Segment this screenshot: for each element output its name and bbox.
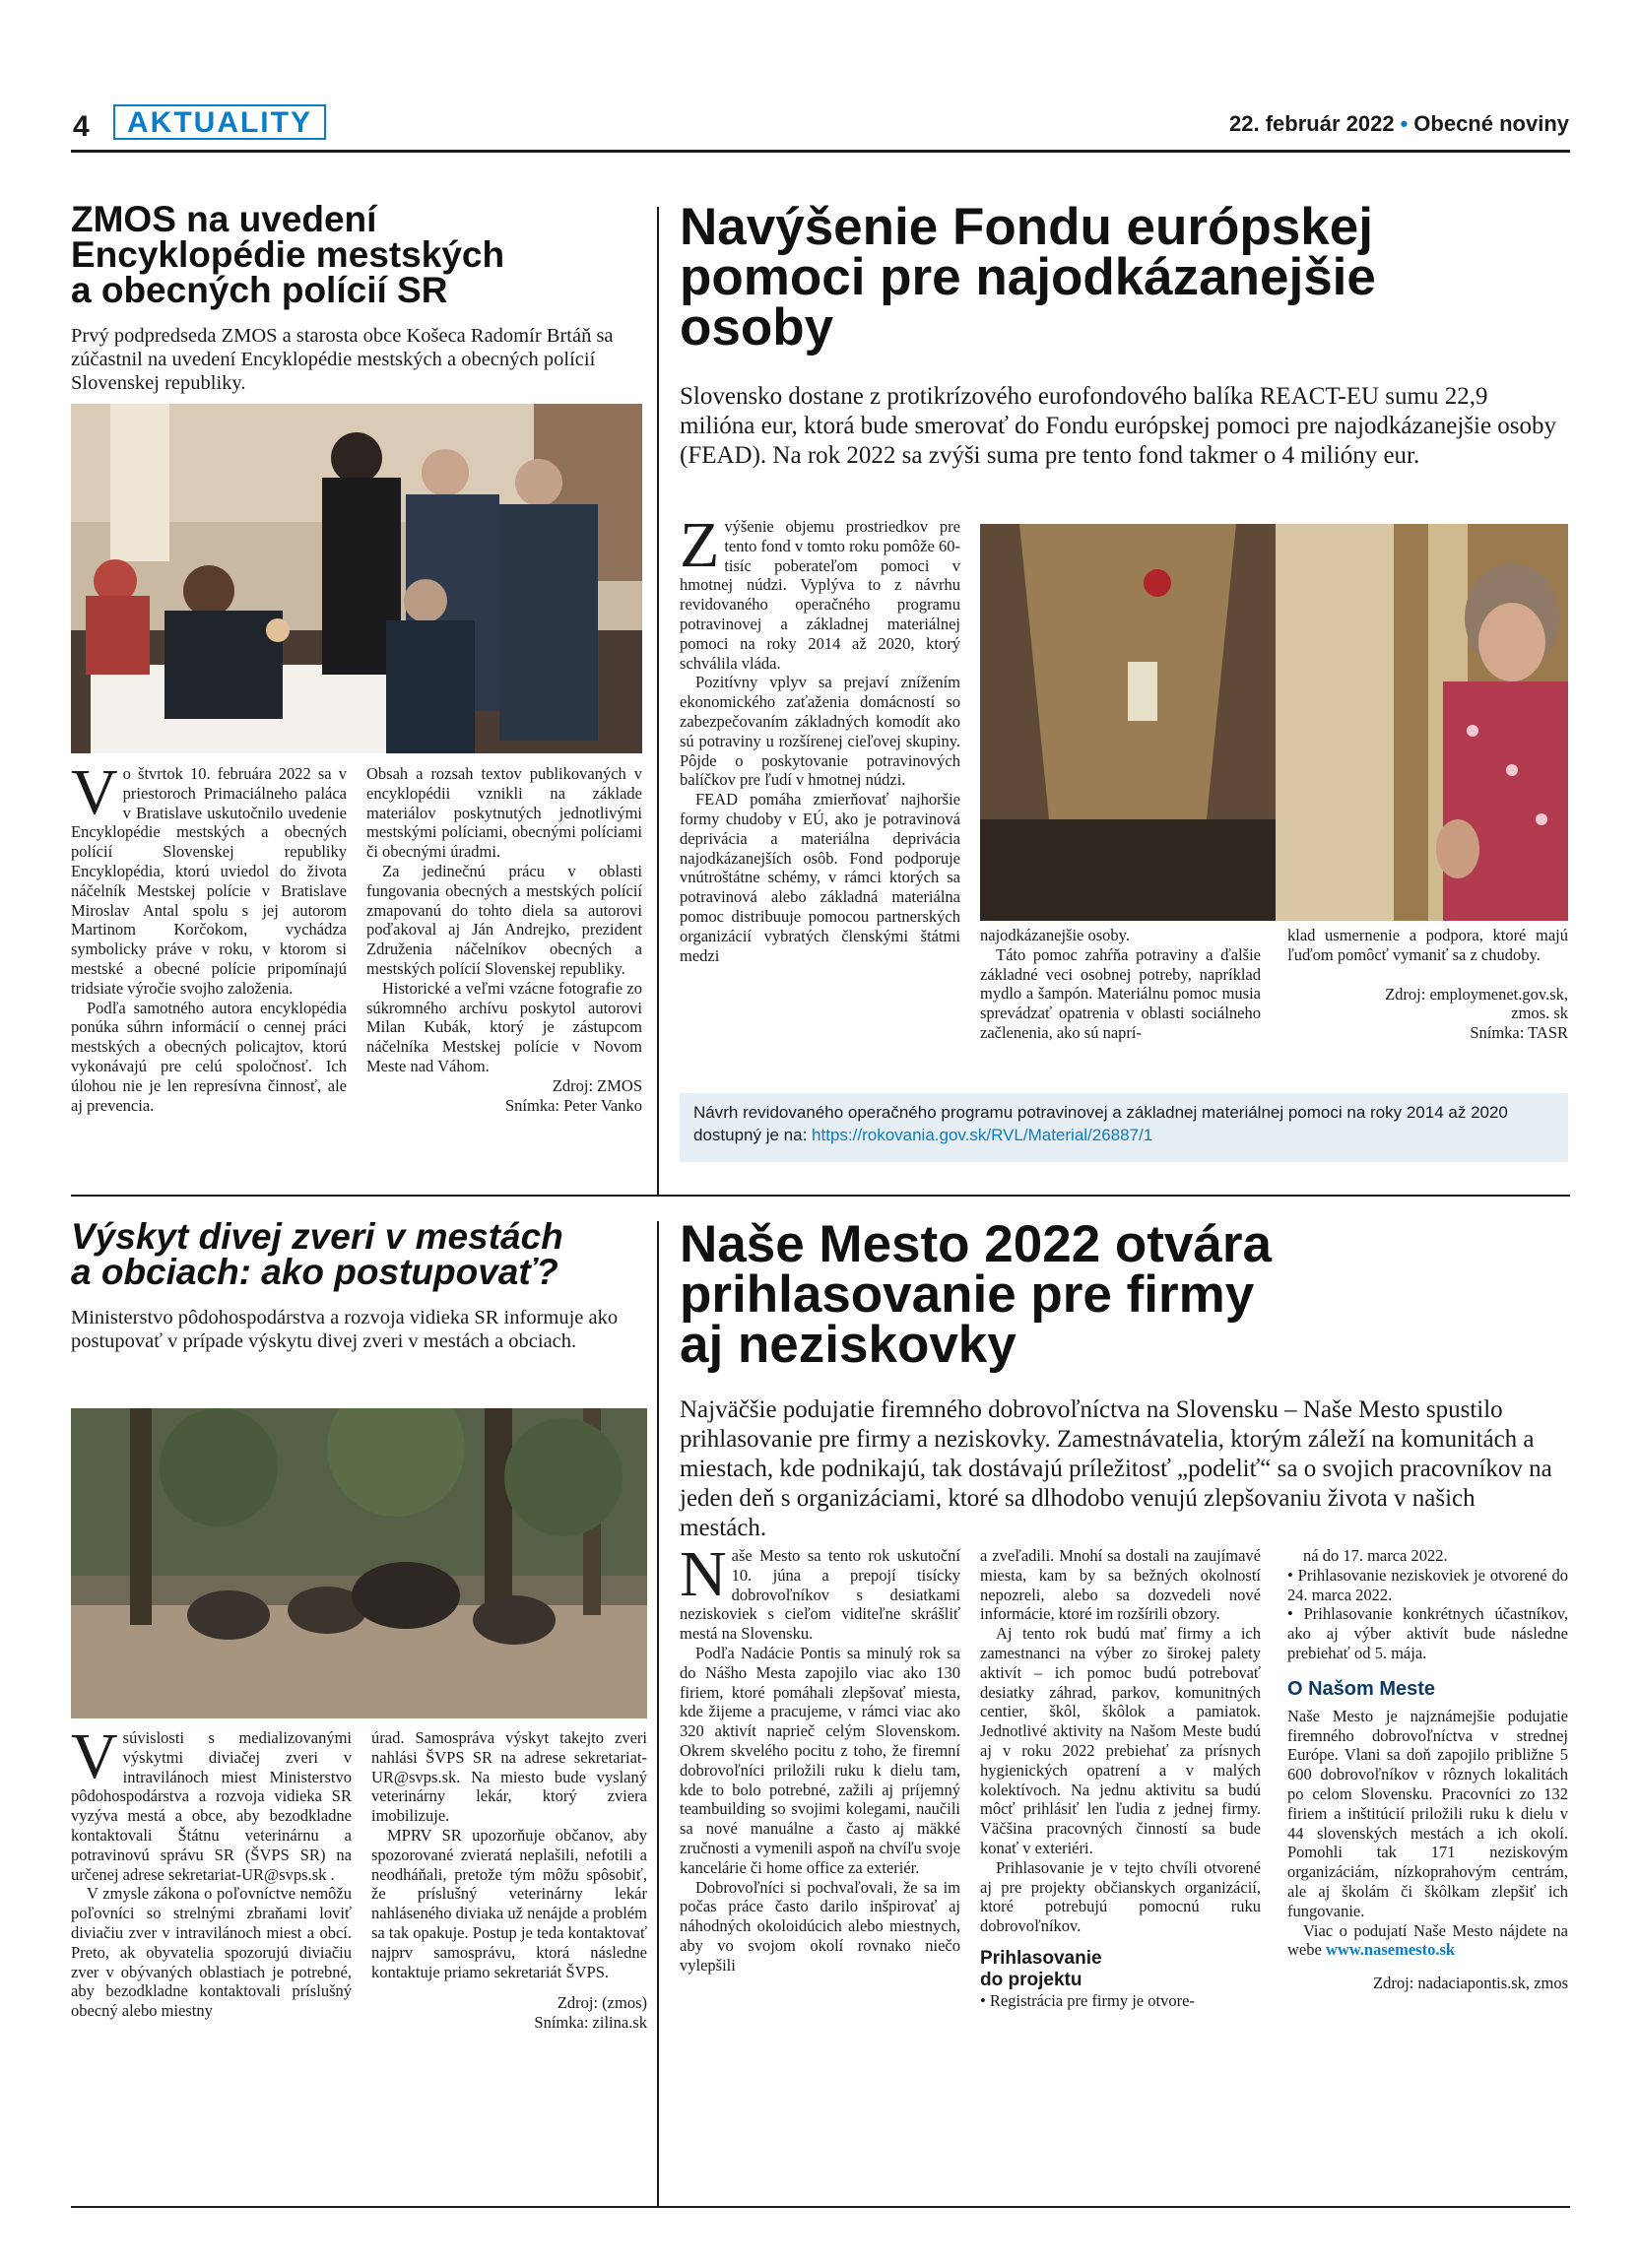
article-wildlife-title <box>71 1216 647 1292</box>
bullet-item: • Registrácia pre firmy je otvore- <box>980 1991 1261 2011</box>
source-credit: Zdroj: employmenet.gov.sk, <box>1385 984 1568 1004</box>
article-fead-col2 <box>980 926 1261 1043</box>
paragraph: MPRV SR upozorňuje občanov, aby spozorované zvieratá neplašili, nefotili a neodháňali, pretože tým môžu spôsobiť, že príslušný veterinárny lekár nahláseného diviaka už nenájde a problém sa tak opakuje. Postup je teda kontaktovať najprv samosprávu, ktorá následne kontaktuje priamo sekretariát ŠVPS. <box>371 1825 647 1981</box>
title-line: aj neziskovky <box>680 1316 1017 1374</box>
paragraph: Historické a veľmi vzácne fotografie zo súkromného archívu poskytol autorovi Milan Kubák, ktorý je zástupcom náčelníka Mestskej polície v Novom Meste nad Váhom. <box>366 978 642 1075</box>
section-divider <box>71 1195 1570 1197</box>
source-credit: Zdroj: nadaciapontis.sk, zmos <box>1373 1974 1568 1993</box>
title-line: Encyklopédie mestských <box>71 234 505 275</box>
rokovania-link[interactable]: https://rokovania.gov.sk/RVL/Material/26887/1 <box>812 1126 1153 1144</box>
paragraph: Podľa samotného autora encyklopédia ponúka súhrn informácií o cennej práci mestských a obecných policajtov, ktorú vykonávajú pre celú spoločnosť. Ich úlohou nie je len represívna činnosť, ale aj prevencia. <box>71 998 347 1115</box>
subheading-line: Prihlasovanie <box>980 1947 1102 1969</box>
bullet-item: • Prihlasovanie neziskoviek je otvorené do 24. marca 2022. <box>1287 1566 1568 1605</box>
title-line: Navýšenie Fondu európskej <box>680 198 1373 256</box>
paragraph: Podľa Nadácie Pontis sa minulý rok sa do Nášho Mesta zapojilo viac ako 130 firiem, ktoré pomáhali zlepšovať miesta, kde žijeme a pracujeme, v rámci viac ako 320 aktivít naprieč celým Slovenskom. Okrem skvelého pocitu z toho, že firemní dobrovoľníci priložili ruku k dielu tam, kde to bolo potrebné, zažili aj príjemný teambuilding so svojimi kolegami, naučili sa nové manuálne a často aj mäkké zručnosti a vymenili aspoň na chvíľu svoje kancelárie či home office za exteriér. <box>680 1643 960 1877</box>
photo-credit: Snímka: TASR <box>1470 1023 1568 1043</box>
title-line: pomoci pre najodkázanejšie <box>680 248 1376 306</box>
title-line: a obciach: ako postupovať? <box>71 1252 558 1292</box>
article-fead-lead: Slovensko dostane z protikrízového eurofondového balíka REACT-EU sumu 22,9 milióna eur, ktorá bude smerovať do Fondu európskej pomoci pre najodkázanejšie osoby (FEAD). Na rok 2022 sa zvýši suma pre tento fond takmer o 4 milióny eur. <box>680 383 1557 469</box>
article-zmos-col2 <box>366 764 642 1115</box>
paragraph: Za jedinečnú prácu v oblasti fungovania obecných a mestských polícií zmapovanú do tohto diela sa autorovi poďakoval aj Ján Andrejko, prezident Združenia náčelníkov obecných a mestských polícií Slovenskej republiky. <box>366 861 642 978</box>
article-wildlife <box>71 1216 647 1353</box>
photo-credit: Snímka: zilina.sk <box>534 2013 647 2033</box>
paragraph: Obsah a rozsah textov publikovaných v encyklopédii vznikli na základe materiálov poskytnutých jednotlivými mestskými políciami, obecnými políciami či obecnými úradmi. <box>366 764 642 862</box>
paragraph: Pozitívny vplyv sa prejaví znížením ekonomického zaťaženia domácností so zabezpečovaním základných komodít ako sú potraviny u rozšírenej cieľovej skupiny. Pôjde o poskytovanie potravinových balíčkov pre ľudí v hmotnej núdzi. <box>680 673 960 790</box>
bullet-item: ná do 17. marca 2022. <box>1303 1546 1448 1565</box>
bullet-item: • Prihlasovanie konkrétnych účastníkov, ako aj výber aktivít bude následne prebiehať od 5. mája. <box>1287 1604 1568 1662</box>
nasemesto-link[interactable]: www.nasemesto.sk <box>1325 1940 1456 1960</box>
article-nase-mesto-col3 <box>1287 1546 1568 1993</box>
title-line: ZMOS na uvedení <box>71 199 377 239</box>
source-credit: zmos. sk <box>1511 1004 1568 1023</box>
dropcap: Z <box>680 509 720 581</box>
separator-dot: • <box>1400 111 1409 136</box>
article-nase-mesto-col2 <box>980 1546 1261 2011</box>
article-zmos-col1 <box>71 756 347 1115</box>
dropcap: V <box>71 756 118 828</box>
article-nase-mesto-title <box>680 1215 1566 1374</box>
title-line: a obecných polícií SR <box>71 270 448 310</box>
article-zmos-lead: Prvý podpredseda ZMOS a starosta obce Košeca Radomír Brtáň sa zúčastnil na uvedení Encyklopédie mestských a obecných polícií Slovenskej republiky. <box>71 325 614 394</box>
header-rule <box>71 150 1570 153</box>
footer-rule <box>71 2206 1570 2208</box>
source-credit: Zdroj: (zmos) <box>557 1993 647 2013</box>
article-wildlife-lead: Ministerstvo pôdohospodárstva a rozvoja vidieka SR informuje ako postupovať v prípade výskytu divej zveri v mestách a obciach. <box>71 1307 619 1352</box>
title-line: Naše Mesto 2022 otvára <box>680 1215 1272 1273</box>
subheading-registration <box>980 1948 1261 1991</box>
subheading-line: do projektu <box>980 1969 1082 1990</box>
section-label: AKTUALITY <box>113 104 326 140</box>
source-credit: Zdroj: ZMOS <box>552 1075 642 1095</box>
dropcap: V <box>71 1720 118 1792</box>
paragraph: úrad. Samospráva výskyt takejto zveri nahlási ŠVPS SR na adrese sekretariat-UR@svps.sk. Na miesto bude vyslaný veterinárny lekár, ktorý zviera imobilizuje. <box>371 1728 647 1826</box>
elderly-woman-photo <box>980 524 1568 921</box>
title-line: osoby <box>680 298 834 356</box>
title-line: Výskyt divej zveri v mestách <box>71 1216 563 1257</box>
info-box <box>680 1093 1568 1162</box>
paragraph: V zmysle zákona o poľovníctve nemôžu poľovníci so strelnými zbraňami loviť diviačiu zver v intravilánoch miest a obcí. Preto, ak obyvatelia spozorujú diviačiu zver v obývaných oblastiach je potrebné, aby bezodkladne kontaktovali príslušný obecný alebo miestny <box>71 1884 352 2021</box>
article-nase-mesto-lead: Najväčšie podujatie firemného dobrovoľníctva na Slovensku – Naše Mesto spustilo prihlasovanie pre firmy a neziskovky. Zamestnávatelia, ktorým záleží na komunitách a miestach, kde podnikajú, tak dostávajú príležitosť „podeliť“ sa o svojich pracovníkov na jeden deň s organizáciami, ktoré sa dlhodobo venujú zlepšovaniu života v našich mestách. <box>680 1396 1552 1541</box>
article-zmos-title <box>71 199 642 310</box>
paragraph: a zveľadili. Mnohí sa dostali na zaujímavé miesta, kam by sa bežných okolností nepozreli, alebo sa dozvedeli nové informácie, ktoré im rozšírili obzory. <box>980 1546 1261 1624</box>
article-nase-mesto-col1 <box>680 1538 960 1976</box>
article-wildlife-col2 <box>371 1728 647 2033</box>
article-wildlife-col1 <box>71 1720 352 2021</box>
paragraph: súvislosti s medializovanými výskytmi diviačej zveri v intravilánoch miest Ministerstvo pôdohospodárstva a rozvoja vidieka SR vyzýva mestá a obce, aby bezodkladne kontaktovali Štátnu veterinárnu a potravinovú správu SR (ŠVPS SR) na určenej adrese sekretariat-UR@svps.sk . <box>71 1728 352 1884</box>
paragraph: Aj tento rok budú mať firmy a ich zamestnanci na výber zo širokej palety aktivít – ich pomoc budú potrebovať desiatky záhrad, parkov, komunitných centier, škôl, škôlok a pamiatok. Jednotlivé aktivity na Našom Meste budú aj v roku 2022 prebiehať za prísnych hygienických opatrení a v malých kolektívoch. Na jednu aktivitu sa budú môcť prihlásiť len ľudia z jednej firmy. Väčšina pracovných činností sa bude konať v exteriéri. <box>980 1624 1261 1857</box>
paragraph: Prihlasovanie je v tejto chvíli otvorené aj pre projekty občianskych organizácií, ktoré potrebujú pomocnú ruku dobrovoľníkov. <box>980 1857 1261 1936</box>
article-zmos <box>71 199 642 395</box>
publication-name: Obecné noviny <box>1413 111 1569 136</box>
paragraph: FEAD pomáha zmierňovať najhoršie formy chudoby v EÚ, ako je potravinová deprivácia a materiálna deprivácia najodkázanejších osôb. Fond podporuje vnútroštátne schémy, v rámci ktorých sa potravinová alebo základná materiálna pomoc distribuuje pomocou partnerských organizácií vybratých členskými štátmi medzi <box>680 790 960 965</box>
column-divider-top <box>657 207 659 1197</box>
issue-info <box>1229 111 1569 137</box>
dropcap: N <box>680 1538 727 1610</box>
about-heading: O Našom Meste <box>1287 1677 1436 1700</box>
column-divider-bottom <box>657 1221 659 2206</box>
police-event-photo <box>71 404 642 753</box>
paragraph: o štvrtok 10. februára 2022 sa v priestoroch Primaciálneho paláca v Bratislave uskutočnilo uvedenie Encyklopédie mestských a obecných polícií Slovenskej republiky Encyklopédia, ktorú uviedol do života náčelník Mestskej polície v Bratislave Miroslav Antal spolu s jej autorom Martinom Korčokom, vychádza symbolicky práve v roku, v ktorom si mestské a obecné polície pripomínajú tridsiate výročie svojho založenia. <box>71 764 347 998</box>
about-more-text: Viac o podujatí Naše Mesto nájdete na webe <box>1287 1920 1568 1960</box>
paragraph: klad usmernenie a podpora, ktoré majú ľuďom pomôcť vymaniť sa z chudoby. <box>1287 926 1568 964</box>
title-line: prihlasovanie pre firmy <box>680 1265 1255 1324</box>
paragraph: výšenie objemu prostriedkov pre tento fond v tomto roku pomôže 60-tisíc poberateľom pomoci v hmotnej núdzi. Vyplýva to z návrhu revidovaného operačného programu potravinovej a základnej materiálnej pomoci na roky 2014 až 2020, ktorý schválila vláda. <box>680 517 960 673</box>
paragraph <box>1287 1921 1568 1961</box>
wild-boars-photo <box>71 1408 647 1718</box>
page-number: 4 <box>73 110 90 143</box>
issue-date: 22. február 2022 <box>1229 111 1395 136</box>
article-nase-mesto <box>680 1215 1566 1543</box>
article-fead-title <box>680 198 1566 356</box>
info-text: Návrh revidovaného operačného programu potravinovej a základnej materiálnej pomoci na roky 2014 až 2020 dostupný je na: <box>693 1103 1508 1144</box>
article-fead-col1 <box>680 509 960 965</box>
photo-credit: Snímka: Peter Vanko <box>504 1095 642 1115</box>
article-fead-col3 <box>1287 926 1568 1043</box>
paragraph: aše Mesto sa tento rok uskutoční 10. júna a prepojí tisícky dobrovoľníkov s desiatkami neziskoviek s cieľom viditeľne skrášliť mestá na Slovensku. <box>680 1546 960 1644</box>
paragraph: Dobrovoľníci si pochvaľovali, že sa im počas práce často darilo inšpirovať aj náhodných okoloidúcich alebo miestnych, aby vo svojom okolí rovnako niečo vylepšili <box>680 1877 960 1975</box>
paragraph: najodkázanejšie osoby. <box>980 926 1130 944</box>
paragraph: Naše Mesto je najznámejšie podujatie firemného dobrovoľníctva v strednej Európe. Vlani sa doň zapojilo približne 5 600 dobrovoľníkov v rôznych lokalitách po celom Slovensku. Pracovníci zo 132 firiem a inštitúcií priložili ruku k dielu v 44 slovenských mestách a ich okolí. Pomohli tak 171 neziskovým organizáciám, nízkoprahovým centrám, ale aj školám či škôlkam zlepšiť ich fungovanie. <box>1287 1706 1568 1920</box>
article-fead <box>680 198 1566 471</box>
paragraph: Táto pomoc zahŕňa potraviny a ďalšie základné veci osobnej potreby, napríklad mydlo a šampón. Materiálnu pomoc musia sprevádzať opatrenia v oblasti sociálneho začlenenia, ako sú naprí- <box>980 944 1261 1042</box>
